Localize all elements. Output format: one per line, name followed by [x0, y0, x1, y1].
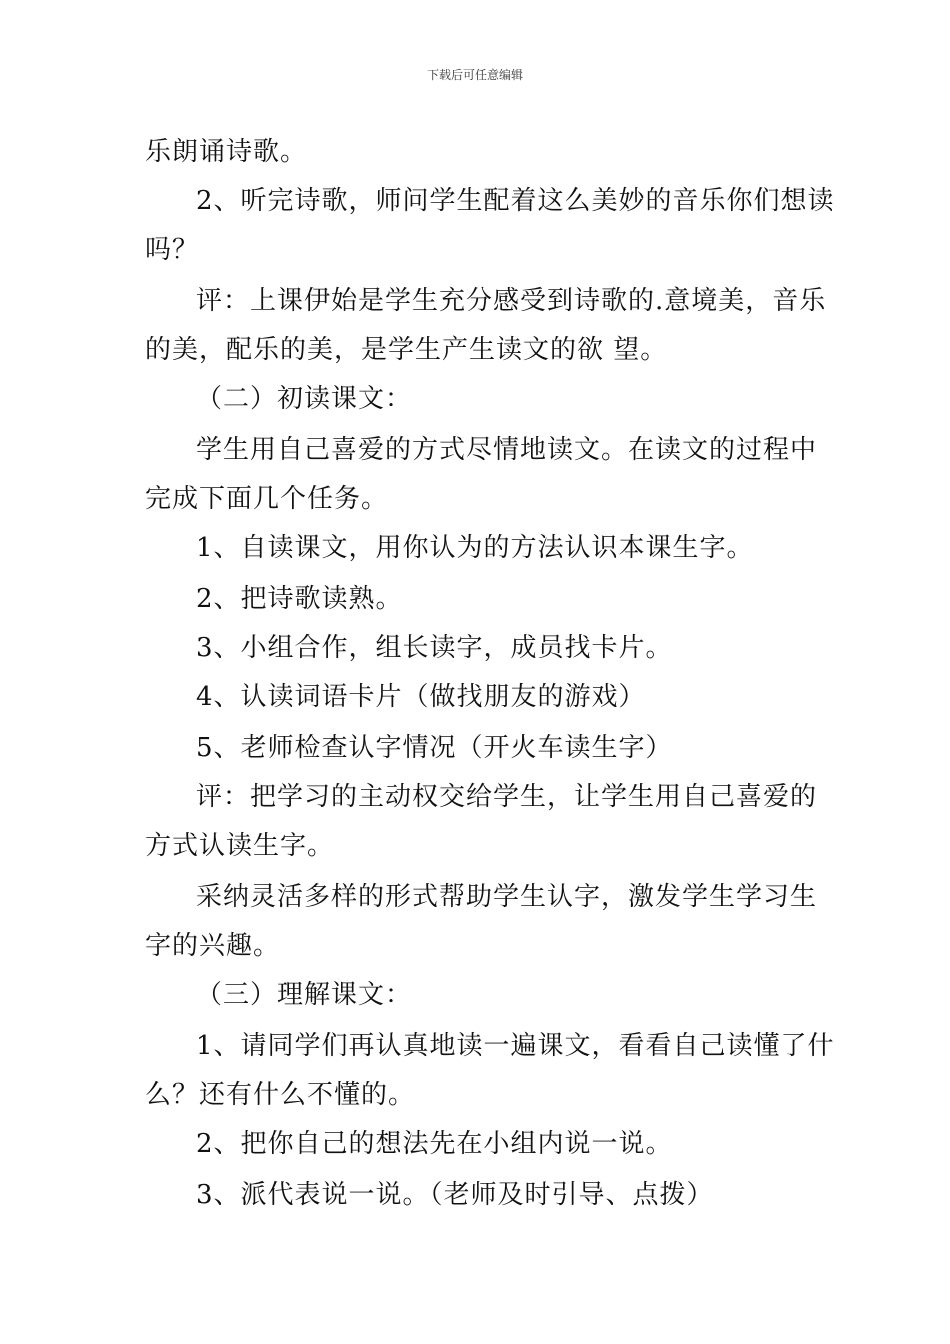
list-item: 2、把诗歌读熟。 — [196, 584, 403, 614]
text-line: 采纳灵活多样的形式帮助学生认字，激发学生学习生 — [196, 882, 818, 912]
text-line: 方式认读生字。 — [145, 831, 335, 861]
list-item: 4、认读词语卡片（做找朋友的游戏） — [196, 682, 646, 712]
list-item: 1、自读课文，用你认为的方法认识本课生字。 — [196, 533, 754, 563]
list-item: 1、请同学们再认真地读一遍课文，看看自己读懂了什 — [196, 1031, 835, 1061]
text-line: 么？还有什么不懂的。 — [145, 1080, 416, 1110]
list-item: 3、派代表说一说。（老师及时引导、点拨） — [196, 1180, 714, 1210]
text-line: 的美，配乐的美，是学生产生读文的欲 望。 — [145, 335, 668, 365]
text-line: 乐朗诵诗歌。 — [145, 137, 308, 167]
section-heading: （二）初读课文： — [196, 384, 413, 414]
text-line: 完成下面几个任务。 — [145, 484, 389, 514]
text-line: 吗？ — [145, 235, 200, 265]
text-line: 学生用自己喜爱的方式尽情地读文。在读文的过程中 — [196, 435, 818, 465]
text-line: 2、听完诗歌，师问学生配着这么美妙的音乐你们想读 — [196, 186, 835, 216]
text-line: 评：上课伊始是学生充分感受到诗歌的.意境美，音乐 — [196, 286, 827, 316]
section-heading: （三）理解课文： — [196, 980, 413, 1010]
text-line: 字的兴趣。 — [145, 931, 281, 961]
list-item: 5、老师检查认字情况（开火车读生字） — [196, 733, 673, 763]
page-header: 下载后可任意编辑 — [426, 68, 523, 82]
list-item: 3、小组合作，组长读字，成员找卡片。 — [196, 633, 673, 663]
list-item: 2、把你自己的想法先在小组内说一说。 — [196, 1129, 673, 1159]
text-line: 评：把学习的主动权交给学生，让学生用自己喜爱的 — [196, 782, 818, 812]
